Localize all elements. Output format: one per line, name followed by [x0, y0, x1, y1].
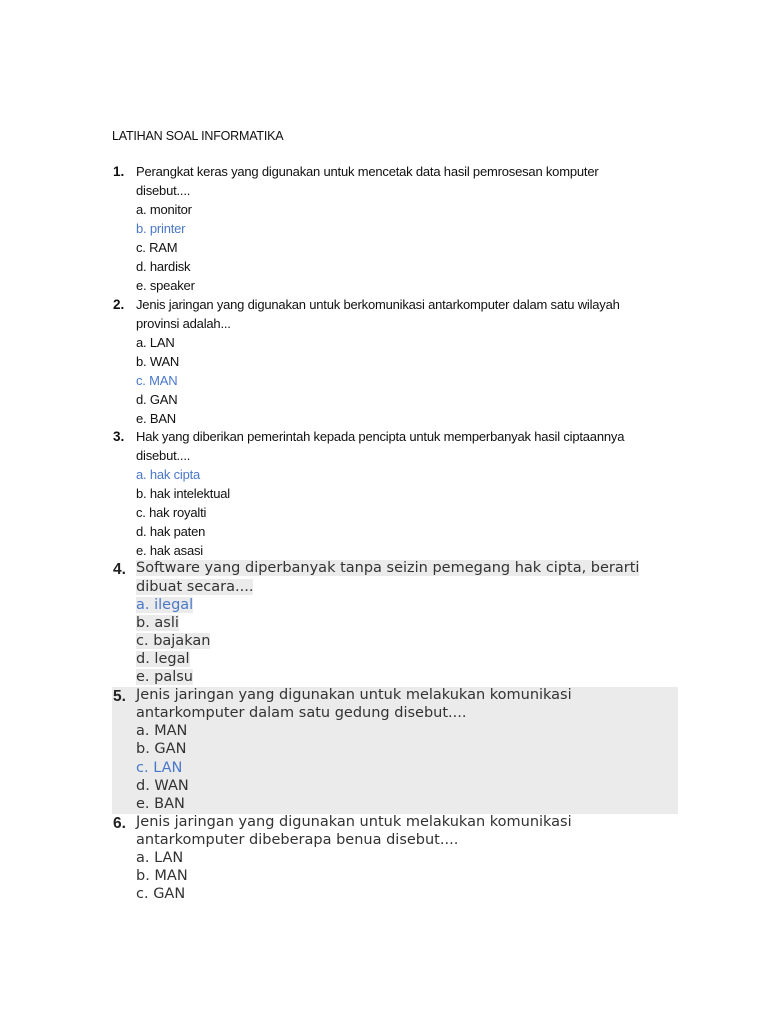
option-b-answer: b. printer — [136, 221, 186, 236]
question-stem-line: antarkomputer dalam satu gedung disebut.... — [136, 705, 467, 721]
question-number: 1. — [113, 164, 125, 179]
option-a-answer: a. ilegal — [136, 597, 194, 613]
option-b: b. GAN — [136, 741, 187, 757]
option-c: c. RAM — [136, 240, 178, 255]
option-b: b. asli — [136, 615, 179, 631]
option-d: d. hardisk — [136, 259, 191, 274]
option-a: a. LAN — [136, 335, 175, 350]
page-title: LATIHAN SOAL INFORMATIKA — [112, 129, 284, 143]
question-stem-line: Jenis jaringan yang digunakan untuk melakukan komunikasi — [136, 687, 572, 703]
option-b: b. MAN — [136, 868, 188, 884]
option-a: a. MAN — [136, 723, 188, 739]
option-e: e. hak asasi — [136, 543, 203, 558]
option-c: c. bajakan — [136, 633, 211, 649]
option-c-answer: c. MAN — [136, 373, 178, 388]
option-c-answer: c. LAN — [136, 760, 183, 776]
option-d: d. WAN — [136, 778, 189, 794]
question-stem-line: provinsi adalah... — [136, 316, 231, 331]
option-b: b. hak intelektual — [136, 486, 230, 501]
question-stem-line: Perangkat keras yang digunakan untuk mencetak data hasil pemrosesan komputer — [136, 164, 599, 179]
question-number: 2. — [113, 297, 125, 312]
option-c: c. hak royalti — [136, 505, 207, 520]
question-stem-line: disebut.... — [136, 183, 191, 198]
question-stem-line: dibuat secara.... — [136, 579, 254, 595]
question-number: 4. — [113, 561, 126, 578]
question-number: 6. — [113, 815, 126, 832]
question-stem-line: antarkomputer dibeberapa benua disebut.... — [136, 832, 459, 848]
option-e: e. BAN — [136, 411, 176, 426]
option-d: d. hak paten — [136, 524, 206, 539]
option-e: e. speaker — [136, 278, 195, 293]
question-stem-line: Jenis jaringan yang digunakan untuk berkomunikasi antarkomputer dalam satu wilayah — [136, 297, 620, 312]
question-number: 3. — [113, 429, 125, 444]
question-stem-line: disebut.... — [136, 448, 191, 463]
option-d: d. legal — [136, 651, 190, 667]
option-e: e. BAN — [136, 796, 185, 812]
option-a: a. monitor — [136, 202, 192, 217]
question-number: 5. — [113, 688, 126, 705]
option-a: a. LAN — [136, 850, 184, 866]
option-a-answer: a. hak cipta — [136, 467, 201, 482]
option-e: e. palsu — [136, 669, 194, 685]
question-stem-line: Software yang diperbanyak tanpa seizin pemegang hak cipta, berarti — [136, 560, 640, 576]
option-b: b. WAN — [136, 354, 180, 369]
question-stem-line: Hak yang diberikan pemerintah kepada pencipta untuk memperbanyak hasil ciptaannya — [136, 429, 625, 444]
option-d: d. GAN — [136, 392, 178, 407]
option-c: c. GAN — [136, 886, 186, 902]
question-stem-line: Jenis jaringan yang digunakan untuk melakukan komunikasi — [136, 814, 572, 830]
